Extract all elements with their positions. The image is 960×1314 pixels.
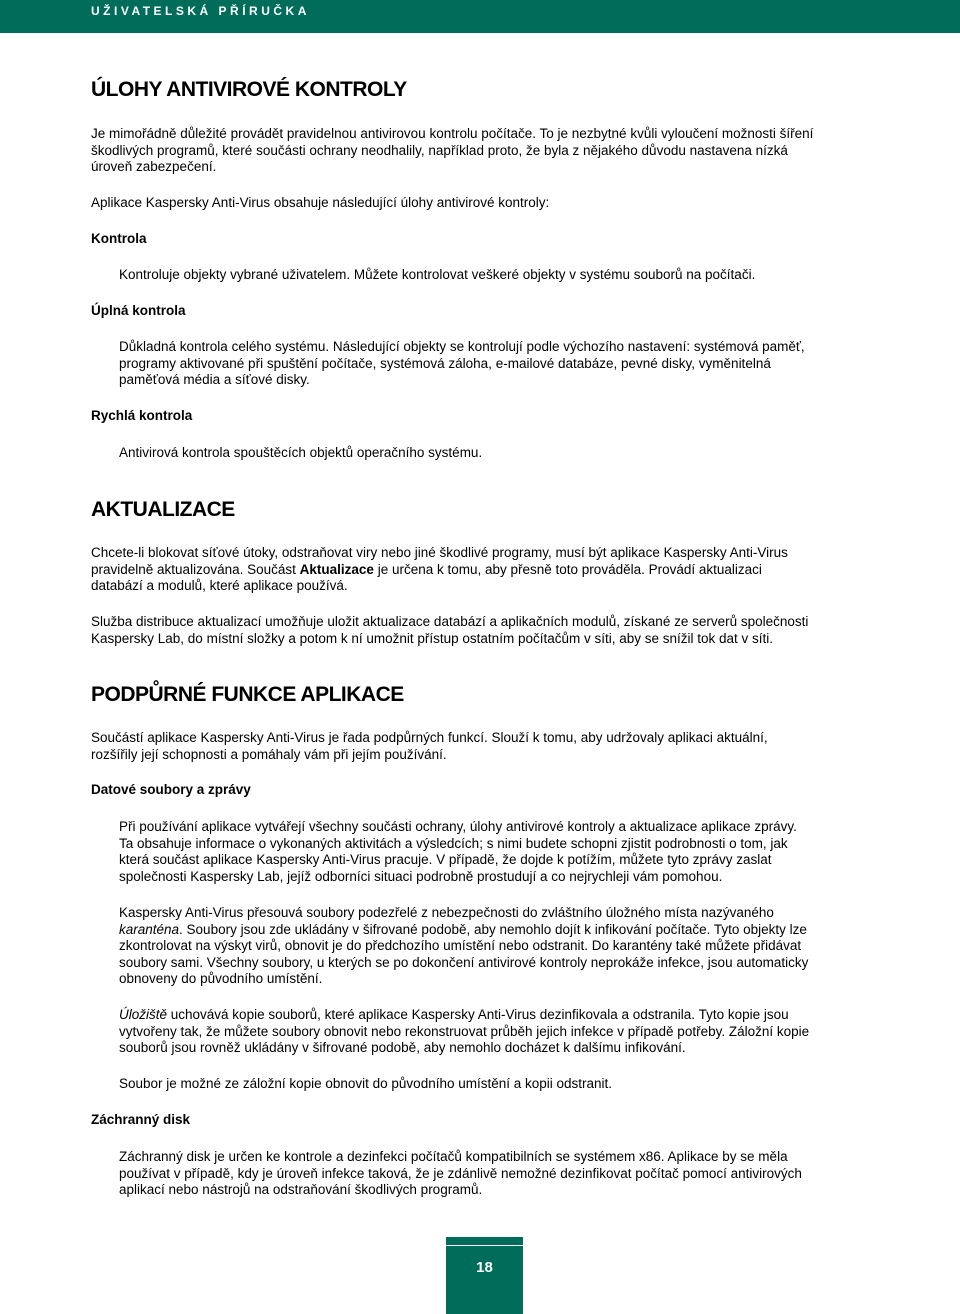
quarantine-term: karanténa [119,921,180,937]
text-line: společnosti Kaspersky Lab, jejíž odborníci situaci podrobně prostudují a co nejrychleji vám pomohou. [119,868,723,884]
term-full-scan: Úplná kontrola [91,303,186,318]
text-line: databází a modulů, které aplikace používá. [91,578,348,593]
page-number-divider [446,1245,523,1246]
text-line [91,562,876,579]
text-line: Chcete-li blokovat síťové útoky, odstraňovat viry nebo jiné škodlivé programy, musí být aplikace Kaspersky Anti-Virus [91,545,788,560]
definition-quarantine [119,905,871,988]
text-line: Kaspersky Lab, do místní složky a potom k ní umožnit přístup ostatním počítačům v síti, aby se snížil tok dat v síti. [91,630,774,646]
text-line: Při používání aplikace vytvářejí všechny součásti ochrany, úlohy antivirové kontroly a aktualizace aplikace zprávy. [119,819,797,834]
text-line: Důkladná kontrola celého systému. Následující objekty se kontrolují podle výchozího nastavení: systémová paměť, [119,339,805,354]
section1-lead: Aplikace Kaspersky Anti-Virus obsahuje následující úlohy antivirové kontroly: [91,195,550,210]
text-line: Ta obsahuje informace o vykonaných aktivitách a výsledcích; s nimi budete schopni zjistit podrobnosti o tom, jak [119,835,788,851]
term-data-files-reports: Datové soubory a zprávy [91,782,251,797]
text-run: pravidelně aktualizována. Součást [91,561,300,577]
backup-term: Úložiště [119,1007,168,1022]
text-line: aplikací nebo nástrojů na odstraňování škodlivých programů. [119,1182,483,1197]
text-line: Kontroluje objekty vybrané uživatelem. Můžete kontrolovat veškeré objekty v systému souborů na počítači. [119,267,756,282]
text-line: obnoveny do původního umístění. [119,971,323,986]
definition-scan [119,267,871,284]
text-line: rozšířily její schopnosti a pomáhaly vám při jejím používání. [91,746,447,762]
text-line [119,1007,871,1024]
text-line: Služba distribuce aktualizací umožňuje uložit aktualizace databází a aplikačních modulů, získané ze serverů společnosti [91,614,809,629]
text-line: Kaspersky Anti-Virus přesouvá soubory podezřelé z nebezpečnosti do zvláštního úložného místa nazývaného [119,905,774,920]
update-component-name: Aktualizace [299,561,374,577]
text-line: škodlivých programů, které součásti ochrany neodhalily, například proto, že byla z nějakého důvodu nastavena nízká [91,142,788,158]
text-line: programy aktivované při spuštění počítače, systémová záloha, e-mailové databáze, pevné disky, vyměnitelná [119,355,771,371]
text-line [119,922,871,939]
term-rescue-disk: Záchranný disk [91,1112,191,1127]
definition-quick-scan [119,445,871,462]
section1-intro [91,126,876,176]
definition-backup [119,1007,871,1057]
definition-full-scan [119,339,871,389]
term-quick-scan: Rychlá kontrola [91,408,193,423]
text-line: Součástí aplikace Kaspersky Anti-Virus je řada podpůrných funkcí. Slouží k tomu, aby udržovaly aplikaci aktuální, [91,730,768,745]
text-run: uchovává kopie souborů, které aplikace Kaspersky Anti-Virus dezinfikovala a odstranila. Tyto kopie jsou [167,1007,789,1022]
text-line: která součást aplikace Kaspersky Anti-Virus pracuje. V případě, že dojde k potížím, můžete tyto zprávy zaslat [119,852,772,867]
section-heading-support-features: PODPŮRNÉ FUNKCE APLIKACE [91,683,404,706]
section-heading-update: AKTUALIZACE [91,498,235,521]
section3-intro [91,730,876,763]
text-line: soubory sami. Všechny soubory, u kterých se po dokončení antivirové kontroly neprokáže infekce, jsou automaticky [119,954,809,970]
definition-restore: Soubor je možné ze záložní kopie obnovit do původního umístění a kopii odstranit. [119,1076,613,1091]
page-number: 18 [476,1259,493,1276]
text-line: úroveň zabezpečení. [91,159,217,174]
text-line: používat v případě, kdy je úroveň infekce taková, že je zdánlivě nemožné dezinfikovat počítač pomocí antivirových [119,1165,802,1181]
definition-rescue-disk [119,1149,871,1199]
term-scan: Kontrola [91,231,147,246]
text-line: Antivirová kontrola spouštěcích objektů operačního systému. [119,445,483,460]
text-line: Záchranný disk je určen ke kontrole a dezinfekci počítačů kompatibilních se systémem x86. Aplikace by se měla [119,1149,788,1164]
header-title: UŽIVATELSKÁ PŘÍRUČKA [91,4,310,18]
text-line: paměťová média a síťové disky. [119,372,310,387]
text-line: vytvořeny tak, že můžete soubory obnovit nebo rekonstruovat průběh jejich infekce v případě potřeby. Záložní kopie [119,1023,810,1039]
page-header [0,0,960,33]
text-line: Je mimořádně důležité provádět pravidelnou antivirovou kontrolu počítače. To je nezbytné kvůli vyloučení možnosti šíření [91,126,814,141]
text-run: . Soubory jsou zde ukládány v šifrované podobě, aby nemohlo dojít k infikování počítače. Tyto objekty lze [179,921,807,937]
section-heading-scan-tasks: ÚLOHY ANTIVIROVÉ KONTROLY [91,78,407,101]
definition-reports [119,819,871,885]
section2-paragraph-1 [91,545,876,595]
text-line: souborů jsou rovněž ukládány v šifrované podobě, aby nemohlo docházet k dalšímu infikování. [119,1040,686,1055]
text-line: zkontrolovat na výskyt virů, obnovit je do předchozího umístění nebo odstranit. Do karantény také můžete přidávat [119,938,802,953]
section2-paragraph-2 [91,614,876,647]
text-run: je určena k tomu, aby přesně toto prováděla. Provádí aktualizaci [373,561,762,577]
